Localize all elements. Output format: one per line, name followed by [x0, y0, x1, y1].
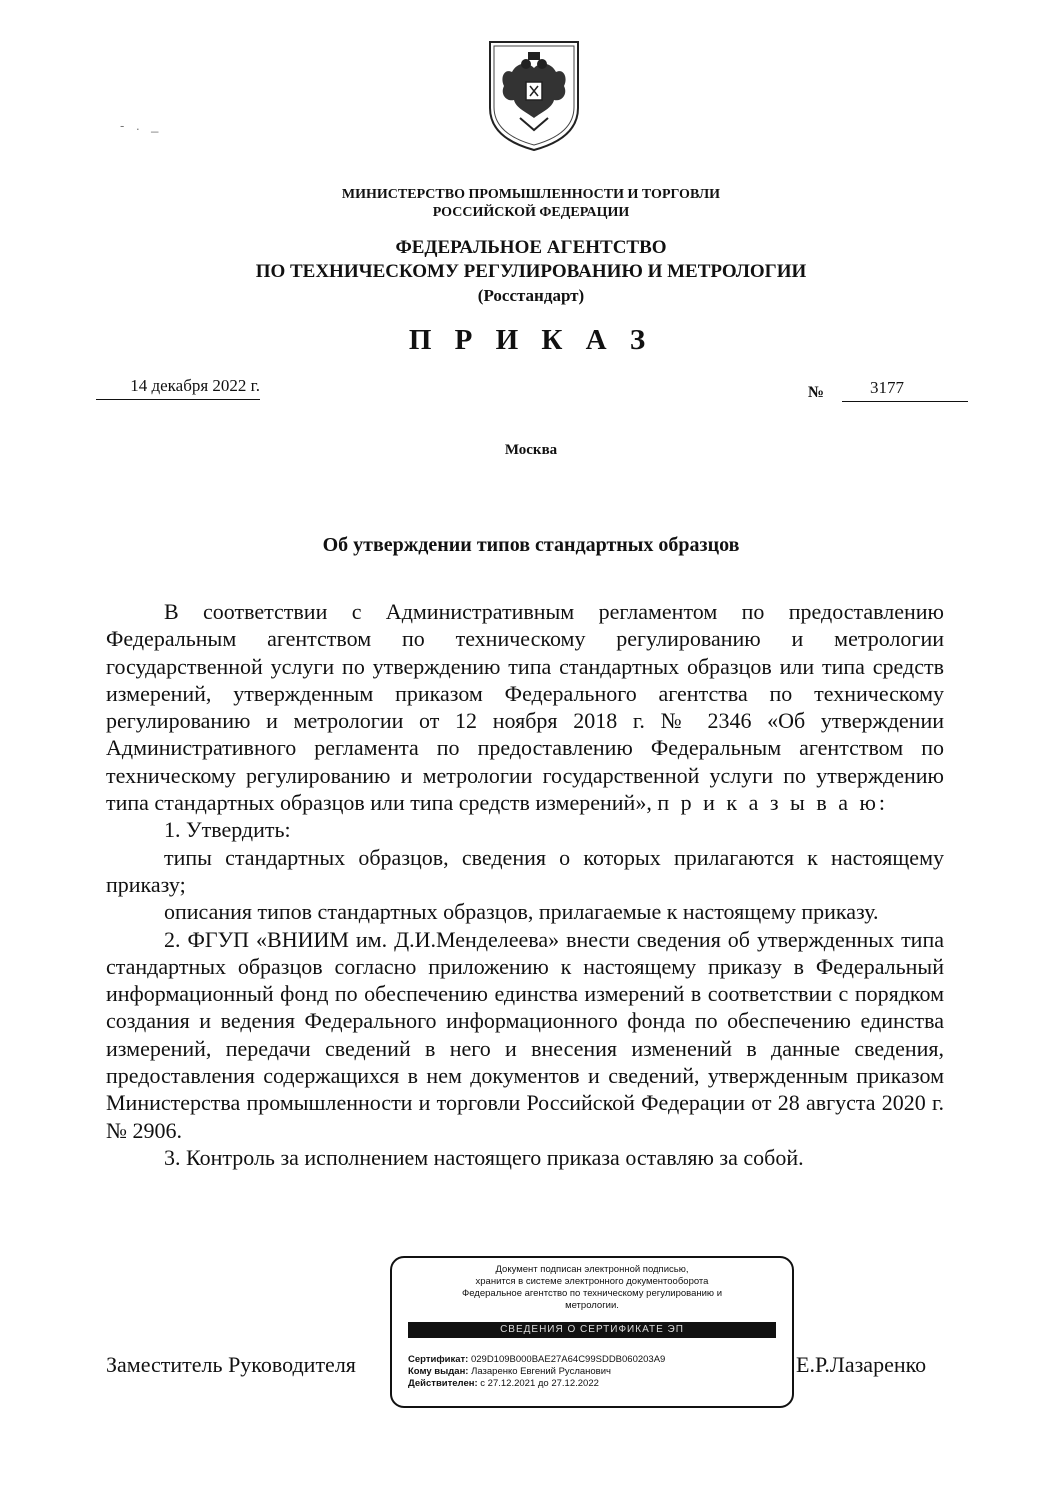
owner-row: Кому выдан: Лазаренко Евгений Русланович	[408, 1366, 611, 1377]
paragraph-preamble: В соответствии с Административным регламентом по предоставлению Федеральным агентством по техническому регулированию и метрологии государственной услуги по утверждению типа стандартных образцов или типа средств измерений, утвержденным приказом Федерального агентства по техническому регулированию и метрологии от 12 ноября 2018 г. № 2346 «Об утверждении Административного регламента по предоставлению Федеральным агентством по техническому регулированию и метрологии государственной услуги по утверждению типа стандартных образцов или типа средств измерений», п р и к а з ы в а ю:	[106, 599, 944, 816]
item-1: 1. Утвердить:	[164, 817, 291, 843]
item-1b: описания типов стандартных образцов, прилагаемые к настоящему приказу.	[164, 899, 879, 925]
document-date: 14 декабря 2022 г.	[96, 376, 260, 400]
order-verb: п р и к а з ы в а ю:	[657, 790, 889, 816]
ministry-name: МИНИСТЕРСТВО ПРОМЫШЛЕННОСТИ И ТОРГОВЛИ РОССИЙСКОЙ ФЕДЕРАЦИИ	[341, 187, 721, 220]
item-1a: типы стандартных образцов, сведения о которых прилагаются к настоящему приказу;	[106, 844, 944, 897]
stamp-certificate-bar: СВЕДЕНИЯ О СЕРТИФИКАТЕ ЭП	[408, 1322, 776, 1338]
electronic-signature-stamp	[390, 1256, 794, 1408]
document-number: 3177	[842, 378, 968, 402]
scan-artifact: - . _	[120, 118, 163, 133]
city: Москва	[504, 442, 558, 458]
coat-of-arms-icon	[486, 38, 582, 154]
agency-name: ФЕДЕРАЛЬНОЕ АГЕНТСТВО ПО ТЕХНИЧЕСКОМУ РЕГУЛИРОВАНИЮ И МЕТРОЛОГИИ (Росстандарт)	[0, 236, 1062, 308]
validity-row: Действителен: с 27.12.2021 до 27.12.2022	[408, 1378, 599, 1389]
agency-short-name: (Росстандарт)	[477, 286, 585, 305]
stamp-header: Документ подписан электронной подписью, хранится в системе электронного документооборота Федеральное агентство по техническому регулированию и метрологии.	[462, 1264, 722, 1311]
item-3: 3. Контроль за исполнением настоящего приказа оставляю за собой.	[164, 1144, 804, 1170]
certificate-row: Сертификат: 029D109B000BAE27A64C99SDDB060203A9	[408, 1354, 666, 1365]
item-2: 2. ФГУП «ВНИИМ им. Д.И.Менделеева» внести сведения об утвержденных типа стандартных образцов согласно приложению к настоящему приказу в Федеральный информационный фонд по обеспечению единства измерений в соответствии с порядком создания и ведения Федерального информационного фонда по обеспечению единства измерений, передачи сведений в него и внесения изменений в данные сведения, предоставления содержащихся в нем документов и сведений, утвержденным приказом Министерства промышленности и торговли Российской Федерации от 28 августа 2020 г. № 2906.	[106, 926, 944, 1143]
stamp-certificate-info	[408, 1354, 665, 1390]
document-type-title: П Р И К А З	[408, 324, 654, 356]
signatory-name: Е.Р.Лазаренко	[796, 1352, 927, 1377]
document-subject: Об утверждении типов стандартных образцов	[322, 534, 740, 556]
number-sign: №	[808, 384, 825, 401]
document-body	[106, 598, 944, 1171]
signatory-position: Заместитель Руководителя	[106, 1352, 356, 1377]
